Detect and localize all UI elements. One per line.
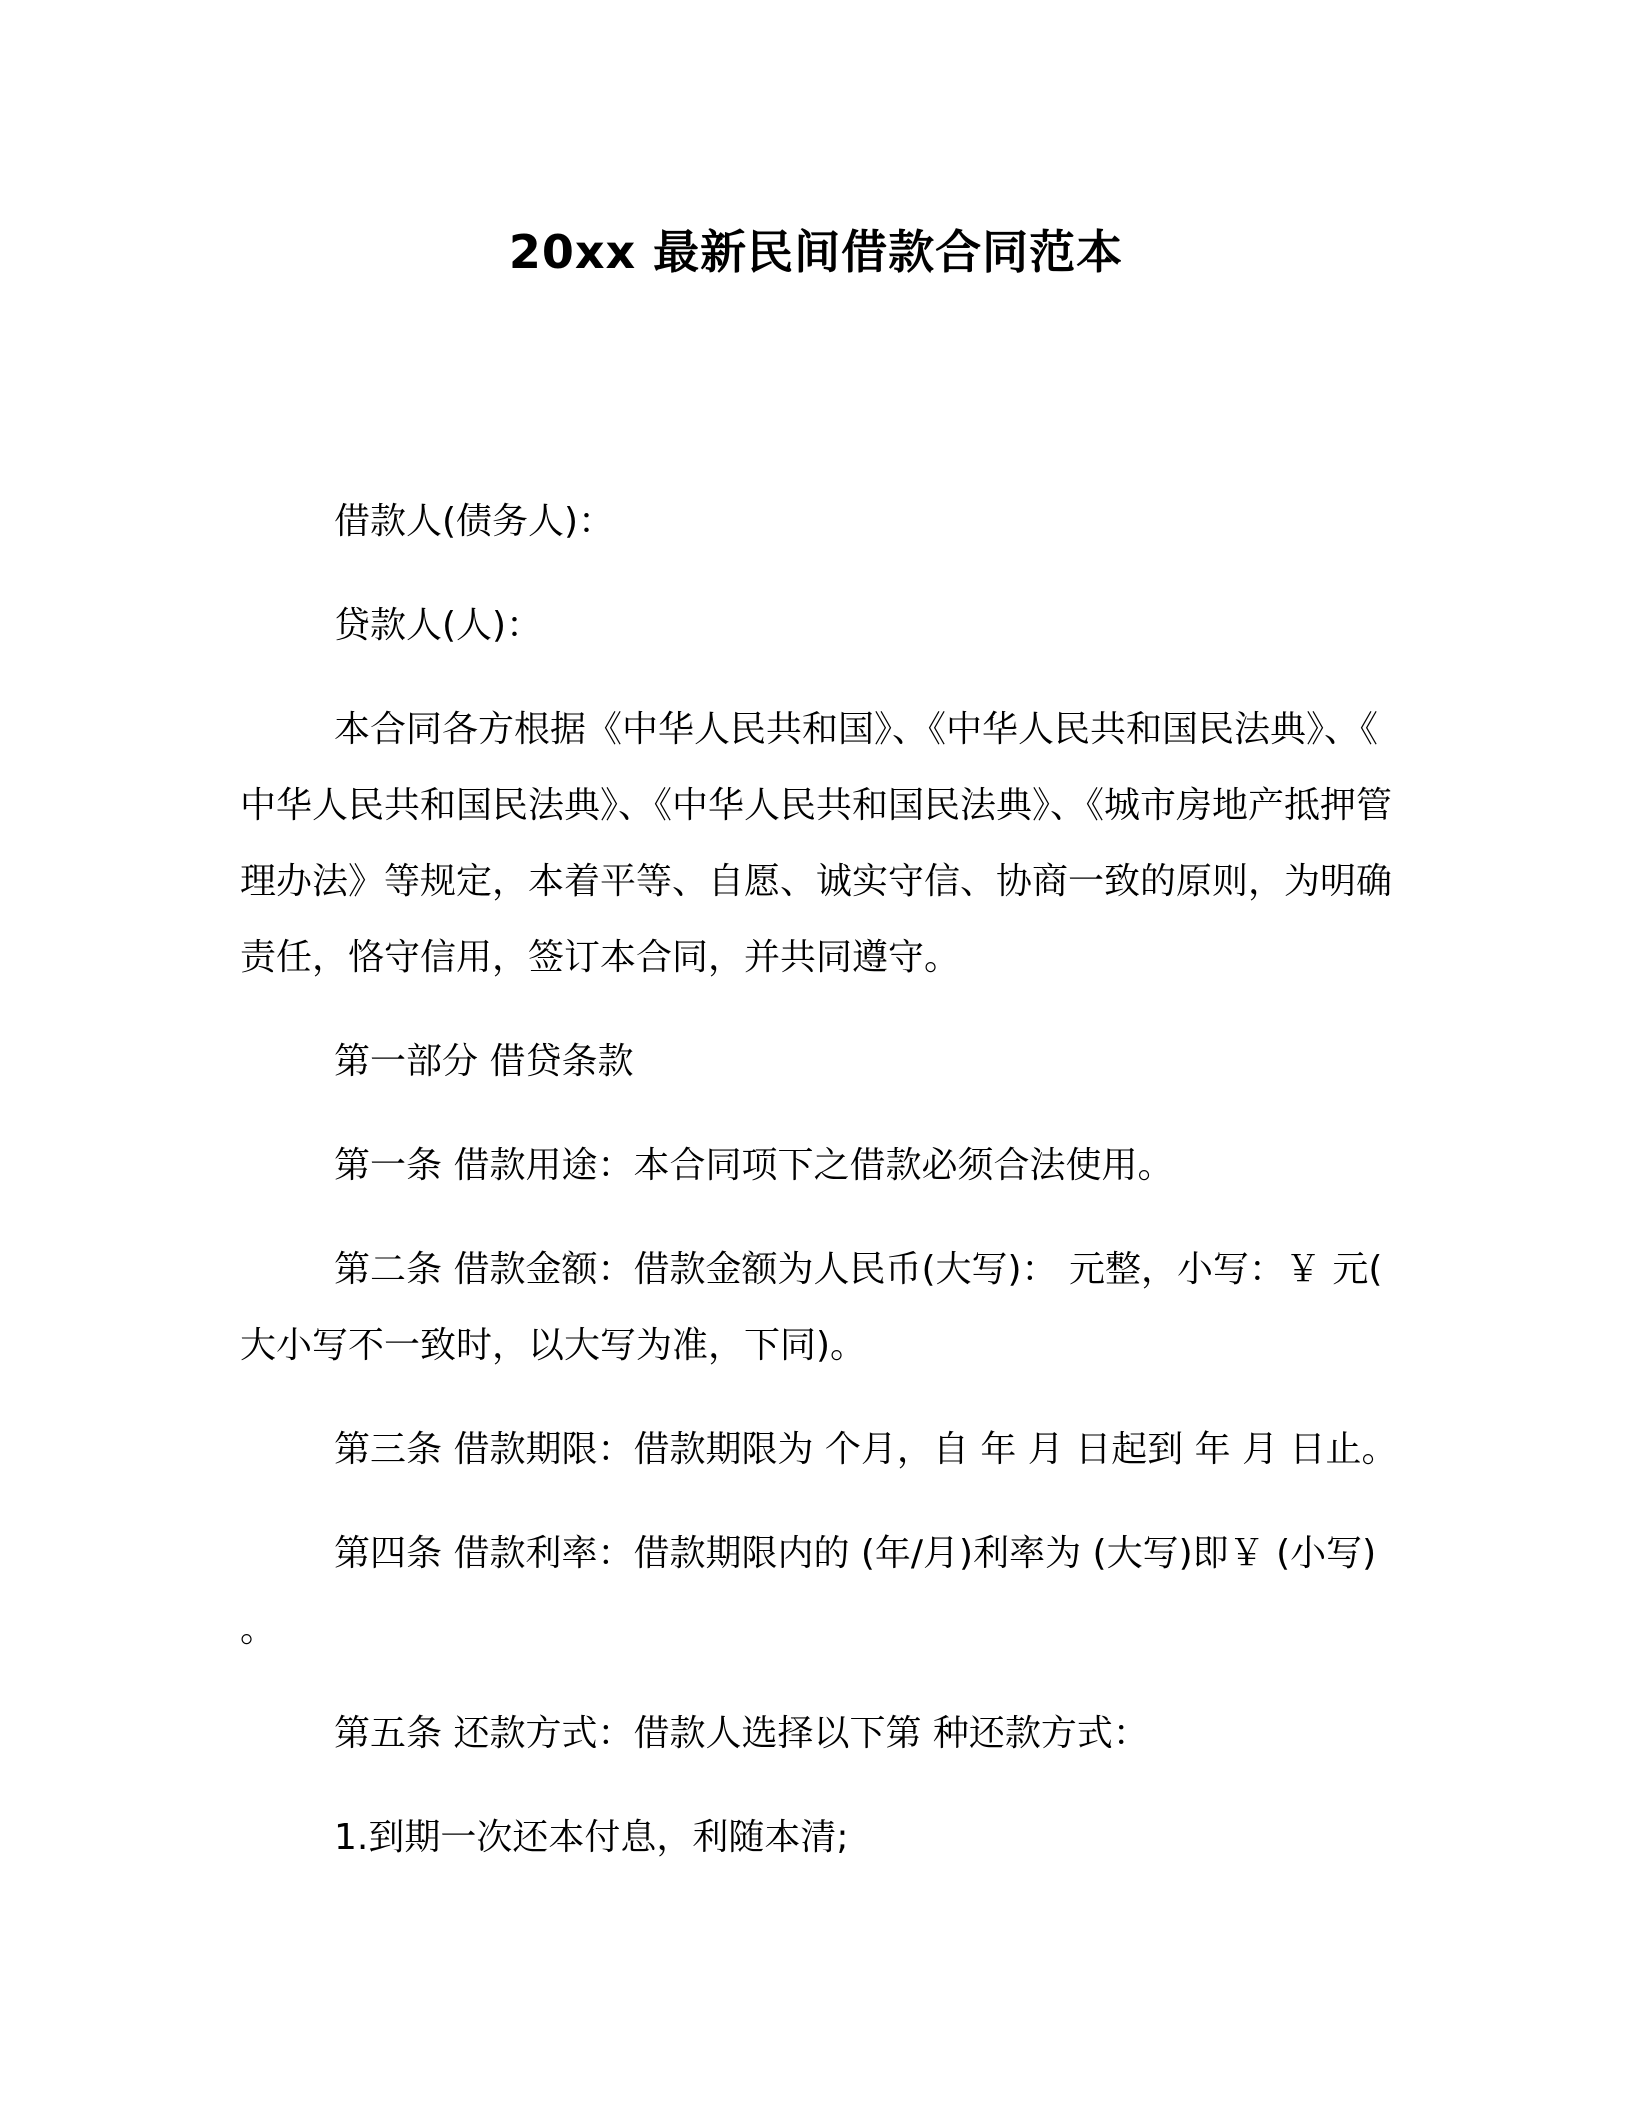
article-3: 第三条 借款期限：借款期限为 个月，自 年 月 日起到 年 月 日止。	[334, 1429, 1398, 1470]
repayment-option-1: 1.到期一次还本付息，利随本清;	[334, 1817, 849, 1858]
preamble-paragraph: 本合同各方根据《中华人民共和国》、《中华人民共和国民法典》、《中华人民共和国民法典》、《中华人民共和国民法典》、《城市房地产抵押管理办法》等规定，本着平等、自愿、诚实守信、协商一致的原则，为明确责任，恪守信用，签订本合同，并共同遵守。	[240, 709, 1393, 978]
borrower-line: 借款人(债务人)：	[334, 501, 615, 542]
section-heading-part1: 第一部分 借贷条款	[334, 1041, 634, 1082]
article-1: 第一条 借款用途：本合同项下之借款必须合法使用。	[334, 1145, 1174, 1186]
lender-line: 贷款人(人)：	[334, 605, 543, 646]
article-4: 第四条 借款利率：借款期限内的 (年/月)利率为 (大写)即￥ (小写)。	[240, 1533, 1377, 1650]
document-title: 20xx 最新民间借款合同范本	[508, 225, 1124, 279]
article-2: 第二条 借款金额：借款金额为人民币(大写)： 元整，小写：￥ 元(大小写不一致时，以大写为准，下同)。	[240, 1249, 1383, 1366]
article-5: 第五条 还款方式：借款人选择以下第 种还款方式：	[334, 1713, 1149, 1754]
